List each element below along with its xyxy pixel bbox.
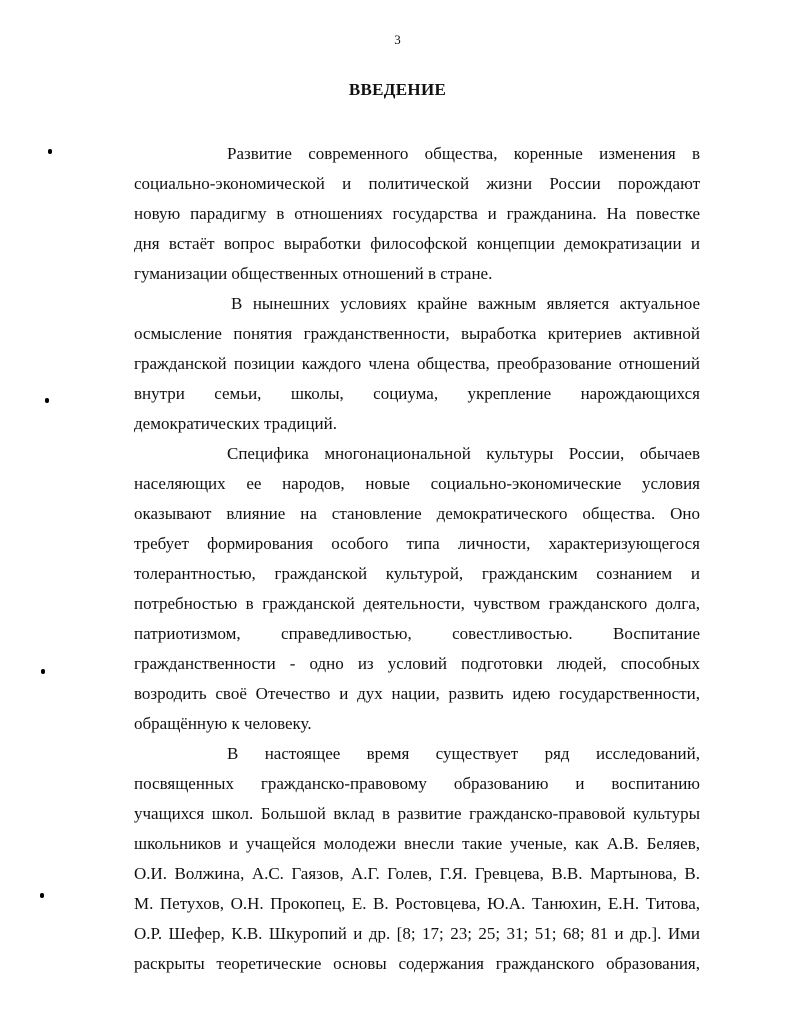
- text-line: гражданской позиции каждого члена общества, преобразование отношений: [134, 354, 700, 373]
- text-line: толерантностью, гражданской культурой, гражданским сознанием и: [134, 564, 700, 583]
- paragraph: [134, 139, 700, 289]
- section-heading: ВВЕДЕНИЕ: [348, 80, 447, 99]
- body-text: [134, 139, 700, 979]
- text-line: гуманизации общественных отношений в стране.: [134, 264, 493, 283]
- paragraph: [134, 439, 700, 739]
- text-line: требует формирования особого типа личности, характеризующегося: [134, 534, 700, 553]
- paragraph: [134, 739, 700, 979]
- text-line: Специфика многонациональной культуры России, обычаев: [227, 444, 700, 463]
- text-line: раскрыты теоретические основы содержания гражданского образования,: [134, 954, 700, 973]
- text-line: дня встаёт вопрос выработки философской концепции демократизации и: [134, 234, 700, 253]
- scan-mark: [40, 893, 44, 898]
- text-line: М. Петухов, О.Н. Прокопец, Е. В. Ростовцева, Ю.А. Танюхин, Е.Н. Титова,: [134, 894, 700, 913]
- text-line: новую парадигму в отношениях государства и гражданина. На повестке: [134, 204, 700, 223]
- text-line: посвященных гражданско-правовому образованию и воспитанию: [134, 774, 700, 793]
- text-line: школьников и учащейся молодежи внесли такие ученые, как А.В. Беляев,: [134, 834, 700, 853]
- text-line: потребностью в гражданской деятельности, чувством гражданского долга,: [134, 594, 700, 613]
- text-line: демократических традиций.: [134, 414, 337, 433]
- text-line: О.Р. Шефер, К.В. Шкуропий и др. [8; 17; 23; 25; 31; 51; 68; 81 и др.]. Ими: [134, 924, 700, 943]
- text-line: Развитие современного общества, коренные изменения в: [227, 144, 700, 163]
- text-line: внутри семьи, школы, социума, укрепление нарождающихся: [134, 384, 700, 403]
- text-line: возродить своё Отечество и дух нации, развить идею государственности,: [134, 684, 700, 703]
- scan-mark: [45, 398, 49, 403]
- scan-mark: [48, 149, 52, 154]
- text-line: гражданственности - одно из условий подготовки людей, способных: [134, 654, 700, 673]
- text-line: социально-экономической и политической жизни России порождают: [134, 174, 700, 193]
- text-line: патриотизмом, справедливостью, совестливостью. Воспитание: [134, 624, 700, 643]
- text-line: О.И. Волжина, А.С. Гаязов, А.Г. Голев, Г.Я. Гревцева, В.В. Мартынова, В.: [134, 864, 700, 883]
- text-line: осмысление понятия гражданственности, выработка критериев активной: [134, 324, 700, 343]
- text-line: оказывают влияние на становление демократического общества. Оно: [134, 504, 700, 523]
- text-line: обращённую к человеку.: [134, 714, 312, 733]
- paragraph: [134, 289, 700, 439]
- text-line: учащихся школ. Большой вклад в развитие гражданско-правовой культуры: [134, 804, 700, 823]
- page-number: 3: [394, 32, 401, 47]
- text-line: населяющих ее народов, новые социально-экономические условия: [134, 474, 700, 493]
- text-line: В нынешних условиях крайне важным является актуальное: [231, 294, 700, 313]
- text-line: В настоящее время существует ряд исследований,: [227, 744, 700, 763]
- scan-mark: [41, 669, 45, 674]
